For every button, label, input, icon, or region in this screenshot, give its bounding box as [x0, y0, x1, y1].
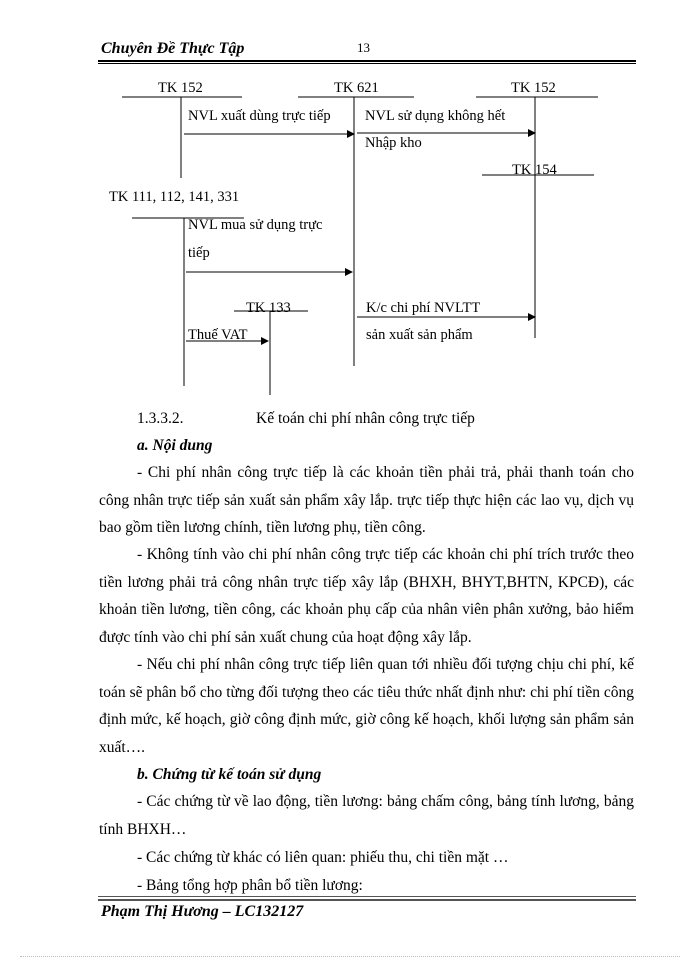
- footer-rule-thin: [98, 896, 636, 897]
- entry-nvl-khong-het: NVL sử dụng không hết: [365, 108, 506, 124]
- paragraph-b2: - Các chứng từ khác có liên quan: phiếu thu, chi tiền mặt …: [137, 849, 509, 866]
- page-number: 13: [357, 40, 370, 55]
- footer-rule: [98, 899, 636, 901]
- paragraph-b3: - Bảng tổng hợp phân bổ tiền lương:: [137, 877, 363, 894]
- paragraph-a3: - Nếu chi phí nhân công trực tiếp liên quan tới nhiều đối tượng chịu chi phí, kế toán sẽ phân bổ cho từng đối tượng theo các tiêu thức nhất định như: chi phí tiền công định mức, kế hoạch, giờ công định mức, giờ công kế hoạch, khối lượng sản phẩm sản xuất….: [99, 656, 634, 757]
- subsection-a-heading: a. Nội dung: [137, 437, 213, 454]
- tk154-label: TK 154: [512, 162, 557, 178]
- tk152-left-label: TK 152: [158, 80, 203, 96]
- subsection-b-heading: b. Chứng từ kế toán sử dụng: [137, 766, 322, 783]
- tk152-right-label: TK 152: [511, 80, 556, 96]
- footer-author: Phạm Thị Hương – LC132127: [101, 903, 304, 920]
- page-bottom-border: [20, 956, 680, 957]
- entry-nvl-xuat: NVL xuất dùng trực tiếp: [188, 108, 331, 124]
- section-title: Kế toán chi phí nhân công trực tiếp: [256, 410, 475, 427]
- tk111-label: TK 111, 112, 141, 331: [109, 189, 240, 205]
- entry-thue-vat: Thuế VAT: [188, 327, 248, 343]
- header-title: Chuyên Đề Thực Tập: [101, 40, 245, 57]
- paragraph-a1: - Chi phí nhân công trực tiếp là các khoản tiền phải trả, phải thanh toán cho công nhân trực tiếp sản xuất sản phẩm xây lắp. trực tiếp thực hiện các lao vụ, dịch vụ bao gồm tiền lương chính, tiền lương phụ, tiền công.: [99, 464, 634, 537]
- tk621-label: TK 621: [334, 80, 379, 96]
- paragraph-b1: - Các chứng từ về lao động, tiền lương: bảng chấm công, bảng tính lương, bảng tính BHXH…: [99, 793, 634, 838]
- entry-nhap-kho: Nhập kho: [365, 135, 422, 151]
- entry-nvl-mua-line1: NVL mua sử dụng trực: [188, 217, 323, 233]
- tk133-label: TK 133: [246, 300, 291, 316]
- entry-kc-line2: sản xuất sản phẩm: [366, 327, 473, 343]
- entry-nvl-mua-line2: tiếp: [188, 245, 210, 261]
- paragraph-a2: - Không tính vào chi phí nhân công trực tiếp các khoản chi phí trích trước theo tiền lương phải trả công nhân trực tiếp xây lắp (BHXH, BHYT,BHTN, KPCĐ), các khoản tiền lương, tiền công, các khoản phụ cấp của nhân viên phân xưởng, bảo hiểm được tính vào chi phí sản xuất chung của hoạt động xây lắp.: [99, 546, 634, 647]
- entry-kc-line1: K/c chi phí NVLTT: [366, 300, 481, 316]
- section-number: 1.3.3.2.: [137, 410, 184, 427]
